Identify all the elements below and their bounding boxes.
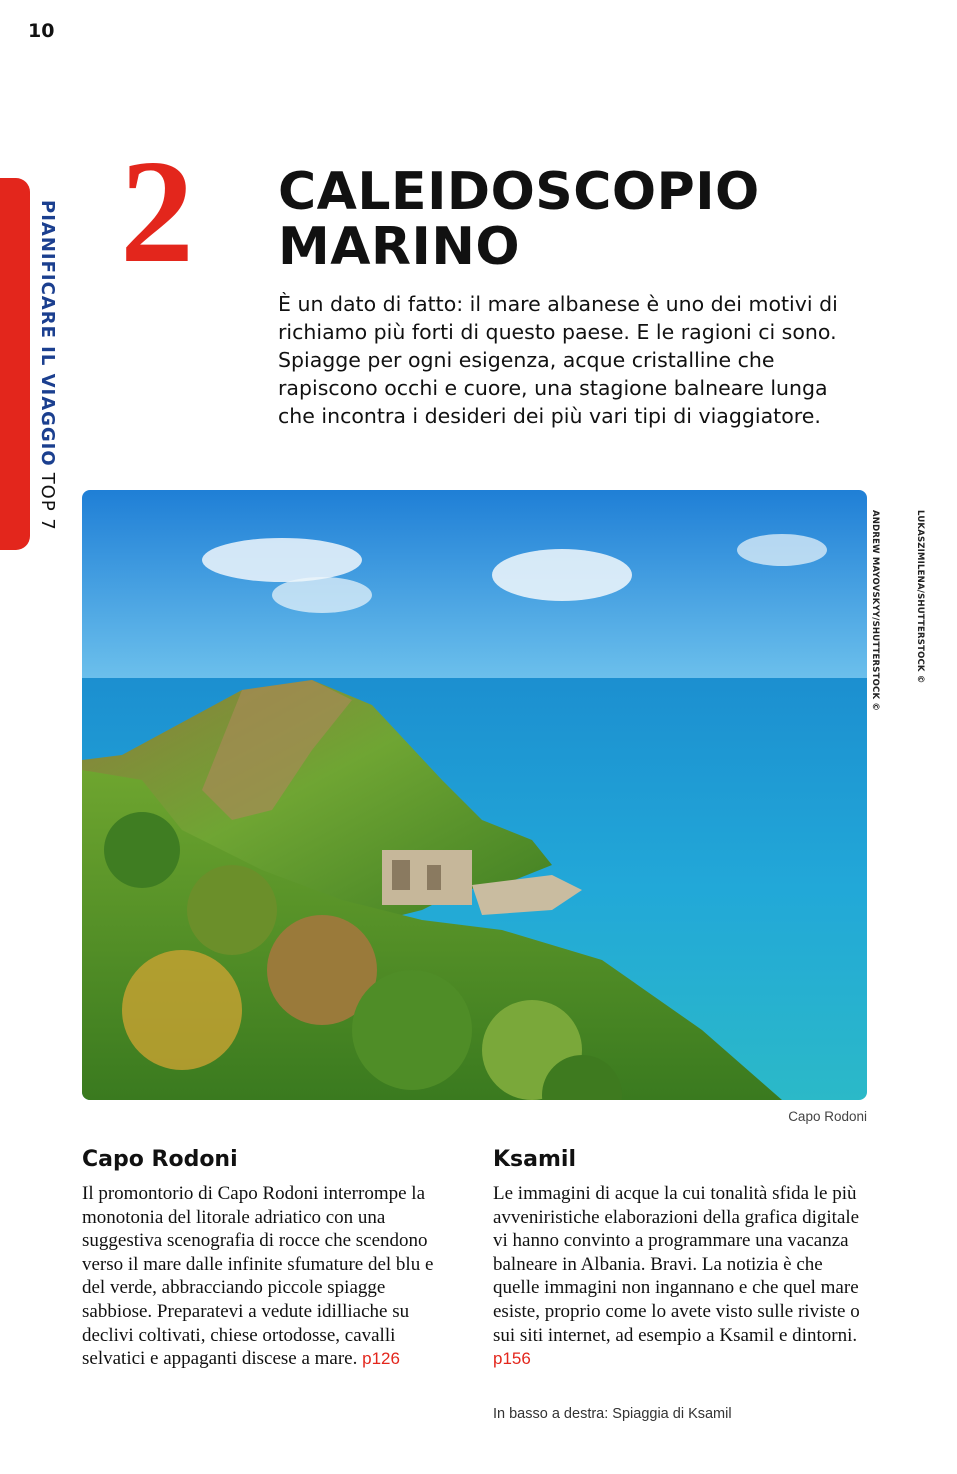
section-heading: Ksamil: [493, 1147, 576, 1172]
bottom-caption: In basso a destra: Spiaggia di Ksamil: [493, 1406, 732, 1422]
section-tab-marker: [0, 178, 30, 550]
section-body-text: Le immagini di acque la cui tonalità sfida le più avveniristiche elaborazioni della grafica digitale vi hanno convinto a programmare una vacanza balneare in Albania. Bravi. La notizia è che quelle immagini non ingannano e che quel mare esiste, proprio come lo avete visto sulle riviste o sui siti internet, ad esempio a Ksamil e dintorni.: [493, 1183, 860, 1346]
landscape-illustration: [82, 490, 867, 1100]
section-body-text: Il promontorio di Capo Rodoni interrompe la monotonia del litorale adriatico con una suggestiva scenografia di rocce che scendono verso il mare dalle infinite sfumature del blu e del verde, abbracciando piccole spiagge sabbiose. Preparatevi a vedute idilliache su declivi coltivati, chiese ortodosse, cavalli selvatici e appaganti discese a mare.: [82, 1183, 434, 1370]
photo-credit: ANDREW MAYOVSKYY/SHUTTERSTOCK ©: [870, 510, 880, 712]
section-ksamil: [493, 1146, 868, 1371]
photo-caption: Capo Rodoni: [788, 1109, 867, 1124]
page-reference-link[interactable]: p156: [493, 1349, 531, 1369]
section-name: PIANIFICARE IL VIAGGIO: [37, 200, 58, 467]
capo-rodoni-photo: [82, 490, 867, 1100]
feature-title-line-1: CALEIDOSCOPIO: [278, 162, 760, 222]
section-side-label: [37, 200, 58, 540]
feature-title: [278, 162, 898, 277]
section-sub: TOP 7: [37, 472, 58, 531]
photo-credit: LUKASZIMILENA/SHUTTERSTOCK ©: [915, 510, 925, 684]
section-heading: Capo Rodoni: [82, 1147, 238, 1172]
feature-number: 2: [120, 130, 194, 294]
page-number: 10: [28, 20, 55, 42]
section-body: [493, 1182, 868, 1371]
section-body: [82, 1182, 457, 1371]
feature-title-line-2: MARINO: [278, 217, 521, 277]
intro-paragraph: È un dato di fatto: il mare albanese è uno dei motivi di richiamo più forti di questo paese. E le ragioni ci sono. Spiagge per ogni esigenza, acque cristalline che rapiscono occhi e cuore, una stagione balneare lunga che incontra i desideri dei più vari tipi di viaggiatore.: [278, 292, 838, 428]
section-capo-rodoni: [82, 1146, 457, 1371]
page-reference-link[interactable]: p126: [362, 1349, 400, 1369]
